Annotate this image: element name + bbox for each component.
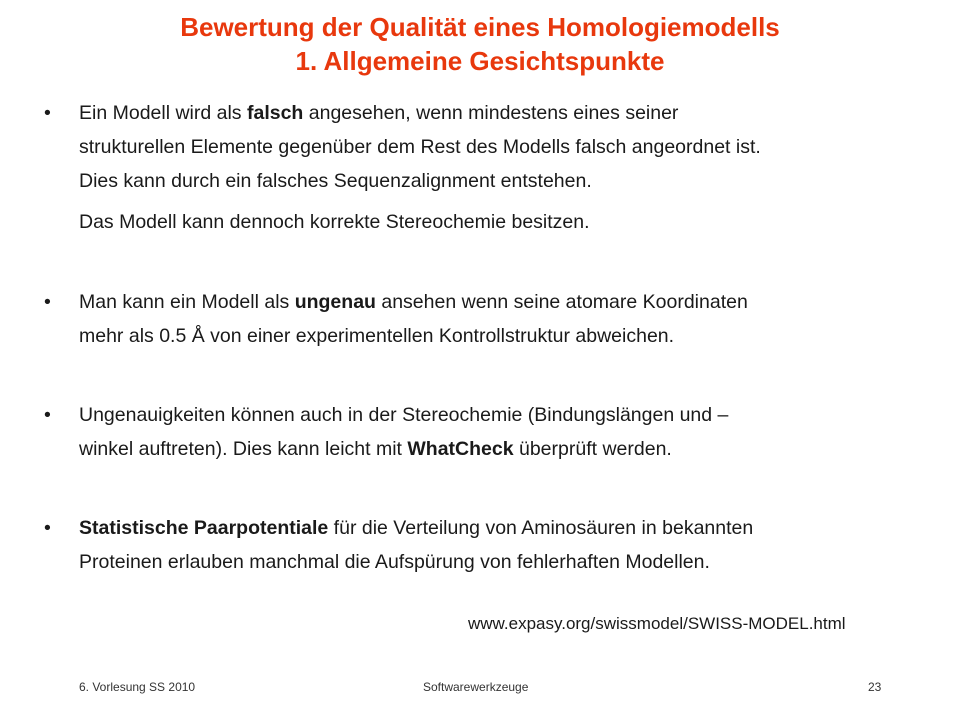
bullet-marker: • [44, 517, 51, 539]
bold-term-whatcheck: WhatCheck [407, 438, 514, 460]
bullet-1-line-3: Dies kann durch ein falsches Sequenzalignment entstehen. [79, 170, 592, 192]
bold-term-paarpotentiale: Statistische Paarpotentiale [79, 517, 329, 539]
bullet-2 [38, 285, 928, 353]
bullet-2-line-1 [79, 285, 928, 319]
text-run: Ein Modell wird als [79, 102, 247, 124]
bullet-1-line-2: strukturellen Elemente gegenüber dem Rest des Modells falsch angeordnet ist. [79, 136, 761, 158]
text-run: überprüft werden. [513, 438, 672, 460]
bullet-4-line-1 [79, 511, 928, 545]
footer-course: Softwarewerkzeuge [423, 680, 529, 694]
text-run: für die Verteilung von Aminosäuren in bekannten [328, 517, 754, 539]
bullet-1-note: Das Modell kann dennoch korrekte Stereochemie besitzen. [79, 211, 590, 233]
bullet-1-line-1 [79, 96, 928, 130]
text-run: angesehen, wenn mindestens eines seiner [303, 102, 679, 124]
bullet-3-line-1: Ungenauigkeiten können auch in der Stereochemie (Bindungslängen und – [79, 404, 729, 426]
bullet-4-line-2: Proteinen erlauben manchmal die Aufspürung von fehlerhaften Modellen. [79, 551, 710, 573]
bullet-marker: • [44, 291, 51, 313]
bullet-marker: • [44, 102, 51, 124]
reference-url: www.expasy.org/swissmodel/SWISS-MODEL.html [468, 614, 846, 633]
text-run: Man kann ein Modell als [79, 291, 295, 313]
bold-term-falsch: falsch [246, 102, 304, 124]
bullet-marker: • [44, 404, 51, 426]
bold-term-ungenau: ungenau [294, 291, 376, 313]
text-run: ansehen wenn seine atomare Koordinaten [375, 291, 748, 313]
text-run: winkel auftreten). Dies kann leicht mit [79, 438, 408, 460]
bullet-4 [38, 511, 928, 579]
footer-lecture: 6. Vorlesung SS 2010 [79, 680, 196, 694]
bullet-3 [38, 398, 928, 466]
bullet-3-line-2 [79, 432, 928, 466]
slide-title-line-2: 1. Allgemeine Gesichtspunkte [295, 46, 665, 76]
slide-title-line-1: Bewertung der Qualität eines Homologiemodells [180, 12, 780, 42]
slide-title [0, 10, 960, 78]
bullet-2-line-2: mehr als 0.5 Å von einer experimentellen Kontrollstruktur abweichen. [79, 325, 675, 347]
footer-page-number: 23 [868, 680, 882, 694]
bullet-1 [38, 96, 928, 198]
